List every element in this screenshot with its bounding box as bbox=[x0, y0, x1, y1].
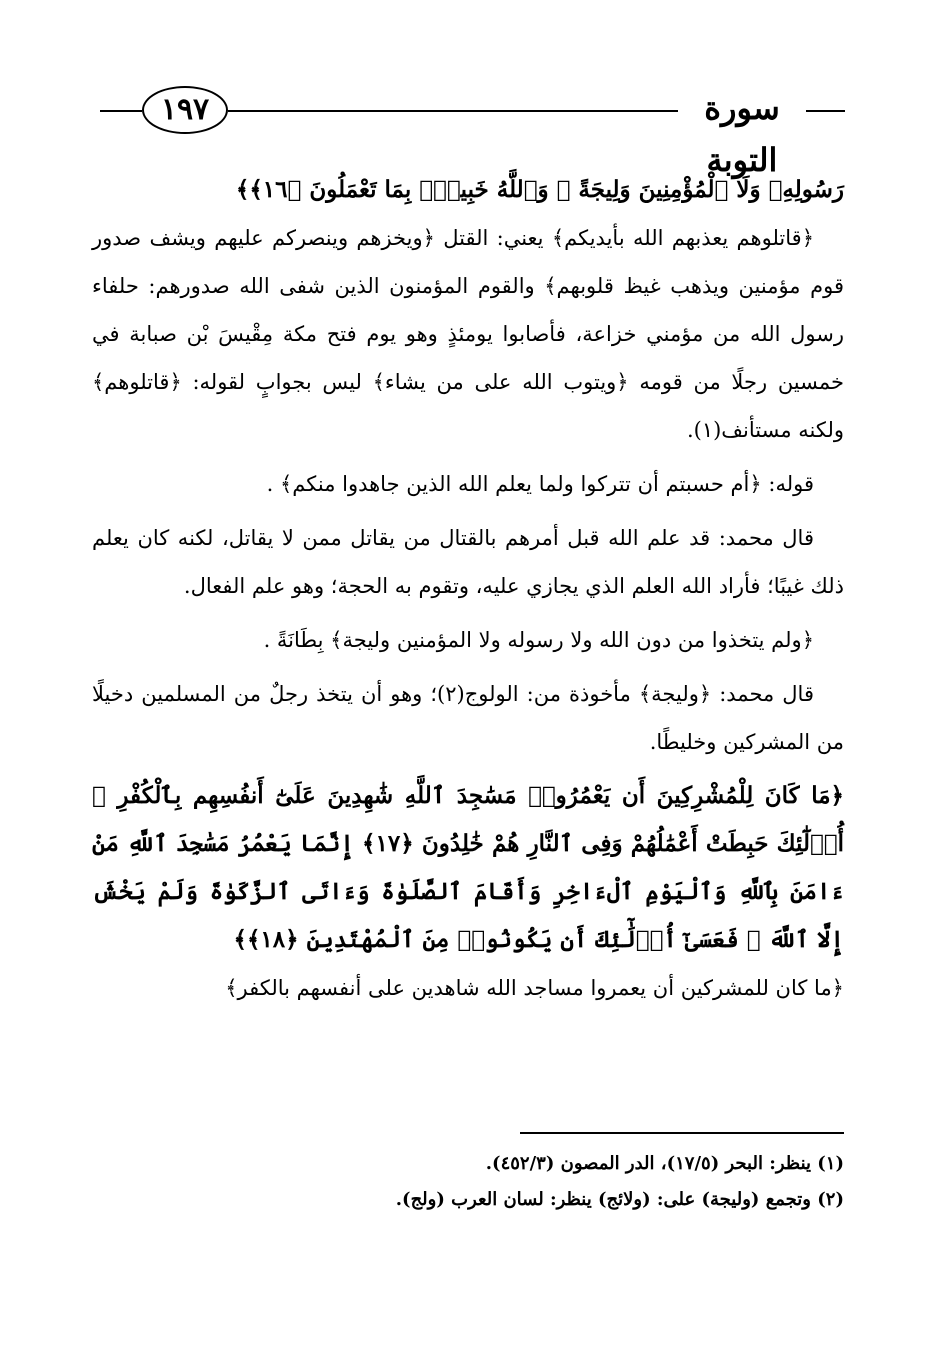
footnote-2: (٢) وتجمع (وليجة) على: (ولائج) ينظر: لسان العرب (ولج). bbox=[395, 1189, 844, 1210]
page-number: ١٩٧ bbox=[142, 86, 228, 134]
header-rule-left bbox=[100, 110, 142, 112]
tafsir-paragraph: قال محمد: ﴿وليجة﴾ مأخوذة من: الولوج(٢)؛ وهو أن يتخذ رجلٌ من المسلمين دخيلًا من المشركين وخليطًا. bbox=[92, 682, 844, 754]
page-body bbox=[92, 166, 844, 1012]
tafsir-paragraph: قوله: ﴿أم حسبتم أن تتركوا ولما يعلم الله الذين جاهدوا منكم﴾ . bbox=[266, 472, 814, 496]
page-header bbox=[100, 82, 845, 179]
surah-title: سورة التوبة bbox=[678, 82, 806, 186]
header-rule-right bbox=[806, 110, 845, 112]
tafsir-paragraph: قال محمد: قد علم الله قبل أمرهم بالقتال من يقاتل ممن لا يقاتل، لكنه كان يعلم ذلك غيبًا؛ فأراد الله العلم الذي يجازي عليه، وتقوم به الحجة؛ وهو علم الفعال. bbox=[92, 526, 844, 598]
quran-verse-continuation: رَسُولِهِۦ وَلَا ٱلْمُؤْمِنِينَ وَلِيجَةً ۚ وَٱللَّهُ خَبِيرٌۢ بِمَا تَعْمَلُونَ ﴿١٦﴾﴾ bbox=[235, 176, 844, 203]
tafsir-paragraph: ﴿قاتلوهم يعذبهم الله بأيديكم﴾ يعني: القتل ﴿ويخزهم وينصركم عليهم ويشف صدور قوم مؤمنين ويذهب غيظ قلوبهم﴾ والقوم المؤمنون الذين شفى الله صدورهم: حلفاء رسول الله من مؤمني خزاعة، فأصابوا يومئذٍ وهو يوم فتح مكة مِقْيسَ بْن صبابة في خمسين رجلًا من قومه ﴿ويتوب الله على من يشاء﴾ ليس بجوابٍ لقوله: ﴿قاتلوهم﴾ ولكنه مستأنف(١). bbox=[92, 226, 844, 442]
footnote-1: (١) ينظر: البحر (١٧/٥)، الدر المصون (٤٥٢/٣). bbox=[485, 1153, 844, 1174]
footnote-separator bbox=[520, 1132, 844, 1134]
tafsir-paragraph: ﴿ما كان للمشركين أن يعمروا مساجد الله شاهدين على أنفسهم بالكفر﴾ bbox=[225, 976, 844, 1000]
quran-verses: ﴿مَا كَانَ لِلْمُشْرِكِينَ أَن يَعْمُرُوا۟ مَسَٰجِدَ ٱللَّهِ شَٰهِدِينَ عَلَىٰٓ أَنفُسِهِم بِٱلْكُفْرِ ۚ أُو۟لَٰٓئِكَ حَبِطَتْ أَعْمَٰلُهُمْ وَفِى ٱلنَّارِ هُمْ خَٰلِدُونَ ﴿١٧﴾ إِنَّمَا يَعْمُرُ مَسَٰجِدَ ٱللَّهِ مَنْ ءَامَنَ بِٱللَّهِ وَٱلْيَوْمِ ٱلْءَاخِرِ وَأَقَامَ ٱلصَّلَوٰةَ وَءَاتَى ٱلزَّكَوٰةَ وَلَمْ يَخْشَ إِلَّا ٱللَّهَ ۖ فَعَسَىٰٓ أُو۟لَٰٓئِكَ أَن يَكُونُوا۟ مِنَ ٱلْمُهْتَدِينَ ﴿١٨﴾﴾ bbox=[92, 782, 844, 953]
tafsir-paragraph: ﴿ولم يتخذوا من دون الله ولا رسوله ولا المؤمنين وليجة﴾ بِطَانَةً . bbox=[263, 628, 814, 652]
footnotes bbox=[92, 1146, 844, 1218]
header-rule-middle bbox=[228, 110, 678, 112]
